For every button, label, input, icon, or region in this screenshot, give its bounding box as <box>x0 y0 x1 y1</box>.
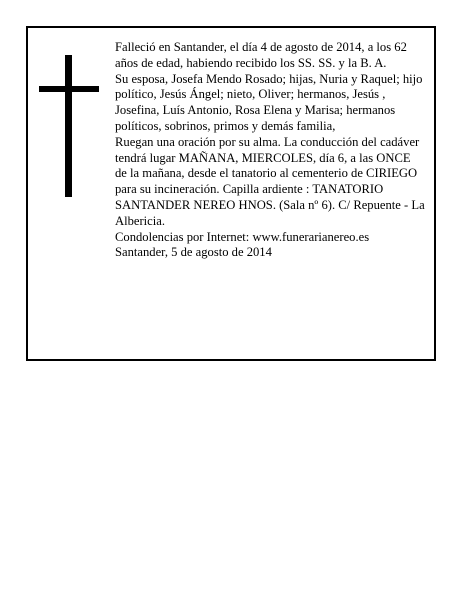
cross-horizontal-bar <box>39 86 99 92</box>
cross-icon <box>39 55 99 197</box>
condolences-line: Condolencias por Internet: www.funerarianereo.es <box>115 229 370 244</box>
death-announcement: Falleció en Santander, el día 4 de agosto de 2014, a los 62 años de edad, habiendo recibido los SS. SS. y la B. A. <box>115 40 407 70</box>
obituary-notice-frame <box>26 26 436 361</box>
obituary-text <box>115 40 425 261</box>
family-list: Su esposa, Josefa Mendo Rosado; hijas, Nuria y Raquel; hijo político, Jesús Ángel; nieto, Oliver; hermanos, Jesús , Josefina, Luís Antonio, Rosa Elena y Marisa; hermanos políticos, sobrinos, primos y demás familia, <box>115 71 423 133</box>
funeral-details: Ruegan una oración por su alma. La conducción del cadáver tendrá lugar MAÑANA, MIERCOLES, día 6, a las ONCE de la mañana, desde el tanatorio al cementerio de CIRIEGO para su incineración. Capilla ardiente : TANATORIO SANTANDER NEREO HNOS. (Sala nº 6). C/ Repuente - La Albericia. <box>115 134 425 228</box>
notice-date: Santander, 5 de agosto de 2014 <box>115 245 272 260</box>
cross-vertical-bar <box>65 55 72 197</box>
